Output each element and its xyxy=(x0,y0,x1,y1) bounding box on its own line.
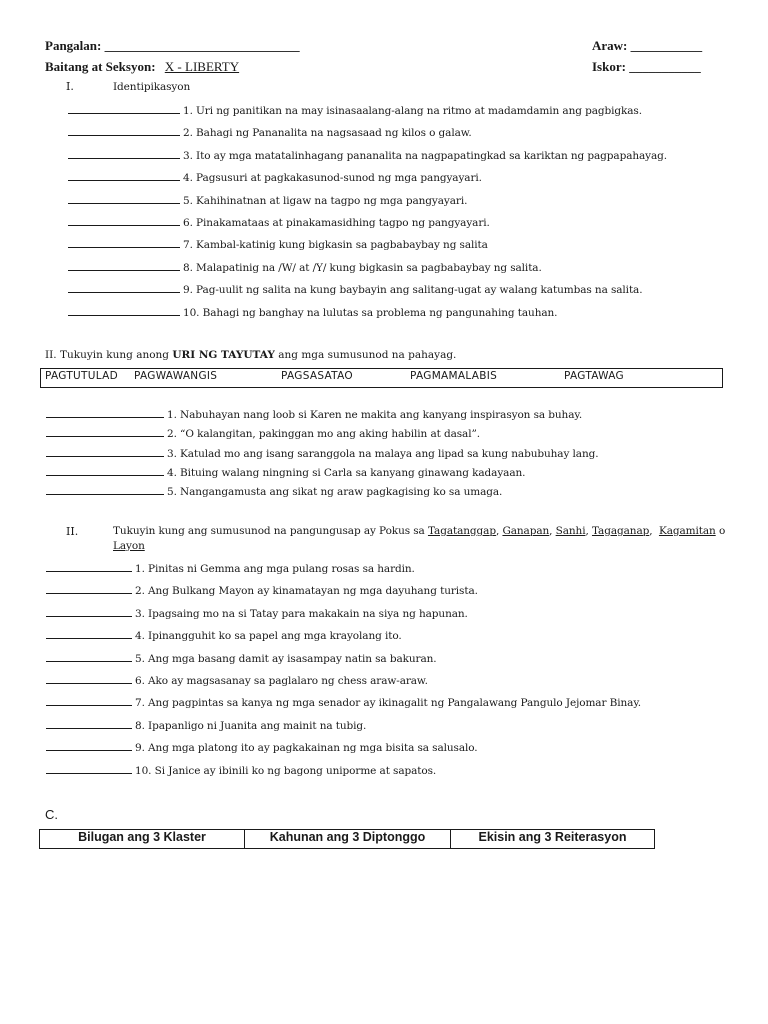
part1-title: Identipikasyon xyxy=(113,81,191,93)
list-item xyxy=(68,215,490,229)
list-item xyxy=(46,673,428,687)
date-field[interactable] xyxy=(592,38,702,54)
date-label: Araw: xyxy=(592,38,628,53)
list-item xyxy=(68,193,467,207)
answer-blank[interactable] xyxy=(46,651,132,662)
item-text: 7. Kambal-katinig kung bigkasin sa pagbabaybay ng salita xyxy=(183,239,488,252)
item-text: 2. “O kalangitan, pakinggan mo ang aking habilin at dasal”. xyxy=(167,428,480,441)
answer-blank[interactable] xyxy=(46,606,132,617)
focus-tagatanggap: Tagatanggap xyxy=(427,525,496,537)
list-item xyxy=(68,148,667,162)
part3-instruction: Tukuyin kung ang sumusunod na pangungusap ay Pokus sa Tagatanggap, Ganapan, Sanhi, Tagaganap, Kagamitan o xyxy=(113,525,726,537)
item-text: 9. Pag-uulit ng salita na kung baybayin ang salitang-ugat ay walang katumbas na salita. xyxy=(183,284,643,297)
item-text: 10. Bahagi ng banghay na lulutas sa problema ng pangunahing tauhan. xyxy=(183,306,558,319)
list-item xyxy=(46,446,598,460)
answer-blank[interactable] xyxy=(68,237,180,248)
item-text: 8. Ipapanligo ni Juanita ang mainit na tubig. xyxy=(135,719,367,732)
list-item xyxy=(46,628,402,642)
choice-pagmamalabis: PAGMAMALABIS xyxy=(410,370,498,382)
list-item xyxy=(46,718,366,732)
item-text: 3. Ipagsaing mo na si Tatay para makakain na siya ng hapunan. xyxy=(135,607,468,620)
list-item xyxy=(46,651,437,665)
partC-col-diptonggo: Kahunan ang 3 Diptonggo xyxy=(245,830,451,849)
list-item xyxy=(46,407,582,421)
list-item xyxy=(68,125,472,139)
list-item xyxy=(46,484,502,498)
date-blank[interactable]: ___________ xyxy=(630,38,703,53)
partC-label: C. xyxy=(45,807,58,822)
answer-blank[interactable] xyxy=(68,260,180,271)
focus-layon: Layon xyxy=(113,540,145,552)
score-label: Iskor: xyxy=(592,59,626,74)
answer-blank[interactable] xyxy=(46,673,132,684)
item-text: 6. Ako ay magsasanay sa paglalaro ng chess araw-araw. xyxy=(135,675,428,687)
answer-blank[interactable] xyxy=(68,103,180,114)
item-text: 3. Ito ay mga matatalinhagang pananalita na nagpapatingkad sa kariktan ng pagpapahayag. xyxy=(183,149,668,162)
answer-blank[interactable] xyxy=(46,561,132,572)
choice-pagsasatao: PAGSASATAO xyxy=(281,370,353,382)
answer-blank[interactable] xyxy=(46,465,164,476)
answer-blank[interactable] xyxy=(68,148,180,159)
item-text: 5. Kahihinatnan at ligaw na tagpo ng mga pangyayari. xyxy=(183,194,468,207)
list-item xyxy=(68,305,557,319)
answer-blank[interactable] xyxy=(68,170,180,181)
score-blank[interactable]: ___________ xyxy=(629,59,701,74)
item-text: 9. Ang mga platong ito ay pagkakainan ng mga bisita sa salusalo. xyxy=(135,742,478,755)
partC-table xyxy=(39,829,655,849)
item-text: 2. Bahagi ng Pananalita na nagsasaad ng kilos o galaw. xyxy=(183,127,472,140)
item-text: 1. Pinitas ni Gemma ang mga pulang rosas sa hardin. xyxy=(135,563,415,575)
partC-col-reiterasyon: Ekisin ang 3 Reiterasyon xyxy=(451,830,655,849)
part2-title-pre: II. Tukuyin kung anong xyxy=(45,349,173,361)
answer-blank[interactable] xyxy=(46,426,164,437)
part1-numeral: I. xyxy=(66,80,74,93)
item-text: 6. Pinakamataas at pinakamasidhing tagpo ng pangyayari. xyxy=(183,217,490,229)
item-text: 7. Ang pagpintas sa kanya ng mga senador ay ikinagalit ng Pangalawang Pangulo Jejomar Binay. xyxy=(135,697,641,710)
name-field[interactable] xyxy=(45,38,300,54)
answer-blank[interactable] xyxy=(68,193,180,204)
list-item xyxy=(46,426,480,440)
list-item xyxy=(46,740,478,754)
item-text: 5. Nangangamusta ang sikat ng araw pagkagising ko sa umaga. xyxy=(167,486,503,499)
list-item xyxy=(68,282,642,296)
answer-blank[interactable] xyxy=(68,215,180,226)
answer-blank[interactable] xyxy=(46,718,132,729)
list-item xyxy=(68,237,488,251)
answer-blank[interactable] xyxy=(68,305,180,316)
item-text: 2. Ang Bulkang Mayon ay kinamatayan ng mga dayuhang turista. xyxy=(135,585,478,598)
grade-section-field xyxy=(45,59,239,75)
focus-tagaganap: Tagaganap xyxy=(591,525,650,537)
part2-title-post: ang mga sumusunod na pahayag. xyxy=(274,349,457,361)
answer-blank[interactable] xyxy=(46,407,164,418)
item-text: 3. Katulad mo ang isang saranggola na malaya ang lipad sa kung nabubuhay lang. xyxy=(167,447,599,460)
focus-kagamitan: Kagamitan xyxy=(658,525,716,537)
choice-pagtutulad: PAGTUTULAD xyxy=(45,370,118,382)
choice-pagwawangis: PAGWAWANGIS xyxy=(134,370,218,382)
list-item xyxy=(46,561,415,575)
partC-header-row xyxy=(40,830,655,849)
choice-pagtawag: PAGTAWAG xyxy=(564,370,624,382)
answer-blank[interactable] xyxy=(46,740,132,751)
list-item xyxy=(46,583,478,597)
list-item xyxy=(46,695,641,709)
answer-blank[interactable] xyxy=(46,446,164,457)
or-word: o xyxy=(718,525,726,537)
partC-col-klaster: Bilugan ang 3 Klaster xyxy=(40,830,245,849)
answer-blank[interactable] xyxy=(46,763,132,774)
item-text: 5. Ang mga basang damit ay isasampay natin sa bakuran. xyxy=(135,652,437,665)
answer-blank[interactable] xyxy=(68,125,180,136)
item-text: 8. Malapatinig na /W/ at /Y/ kung bigkasin sa pagbabaybay ng salita. xyxy=(183,261,542,274)
list-item xyxy=(68,260,542,274)
focus-ganapan: Ganapan xyxy=(502,525,550,537)
item-text: 1. Uri ng panitikan na may isinasaalang-alang na ritmo at madamdamin ang pagbigkas. xyxy=(183,105,642,117)
list-item xyxy=(68,170,482,184)
item-text: 4. Bituing walang ningning si Carla sa kanyang ginawang kadayaan. xyxy=(167,466,526,479)
item-text: 4. Pagsusuri at pagkakasunod-sunod ng mga pangyayari. xyxy=(183,172,482,185)
focus-sanhi: Sanhi xyxy=(555,525,586,537)
grade-value: X - LIBERTY xyxy=(164,59,240,74)
tayutay-choices-box xyxy=(40,368,723,388)
name-label: Pangalan: xyxy=(45,38,102,53)
grade-label: Baitang at Seksyon: xyxy=(45,59,156,74)
answer-blank[interactable] xyxy=(46,695,132,706)
item-text: 4. Ipinangguhit ko sa papel ang mga krayolang ito. xyxy=(135,630,402,643)
answer-blank[interactable] xyxy=(68,282,180,293)
list-item xyxy=(46,606,468,620)
item-text: 10. Si Janice ay ibinili ko ng bagong uniporme at sapatos. xyxy=(135,764,437,777)
item-text: 1. Nabuhayan nang loob si Karen ne makita ang kanyang inspirasyon sa buhay. xyxy=(167,409,583,421)
list-item xyxy=(46,465,525,479)
name-blank[interactable]: ______________________________ xyxy=(104,38,300,53)
list-item xyxy=(46,763,436,777)
part3-instr-pre: Tukuyin kung ang sumusunod na pangungusap ay Pokus sa xyxy=(113,525,428,537)
answer-blank[interactable] xyxy=(46,628,132,639)
answer-blank[interactable] xyxy=(46,583,132,594)
part2-title xyxy=(45,349,456,361)
score-field[interactable] xyxy=(592,59,701,75)
part2-title-bold: URI NG TAYUTAY xyxy=(172,349,275,361)
list-item xyxy=(68,103,642,117)
part3-numeral: II. xyxy=(66,525,79,538)
answer-blank[interactable] xyxy=(46,484,164,495)
